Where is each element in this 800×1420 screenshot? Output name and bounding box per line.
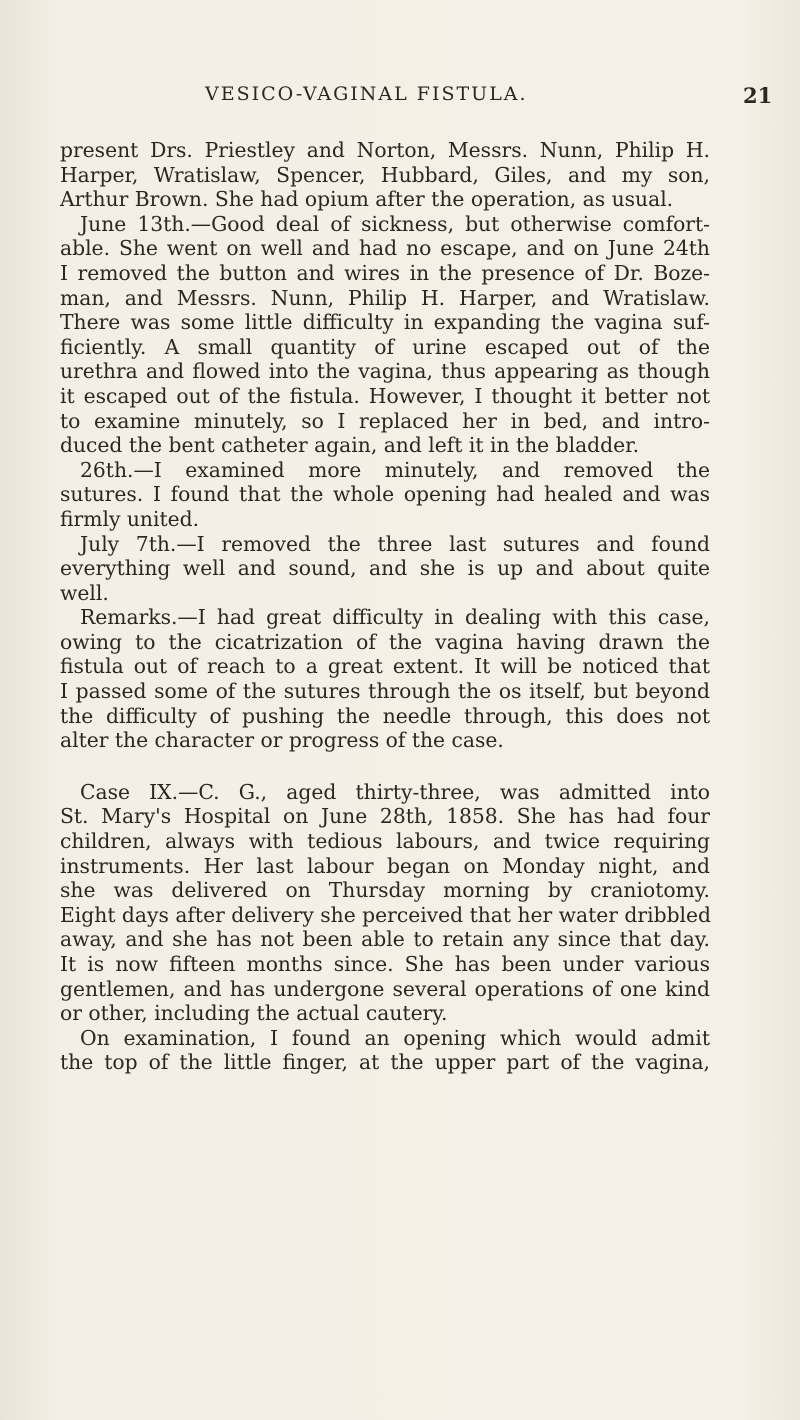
text-line: Eight days after delivery she perceived that her water dribbled bbox=[60, 902, 712, 927]
text-line: away, and she has not been able to retain any since that day. bbox=[60, 927, 710, 952]
text-line: well. bbox=[60, 580, 109, 605]
text-line: I passed some of the sutures through the os itself, but beyond bbox=[60, 679, 710, 704]
paragraph-gap bbox=[60, 753, 710, 780]
text-line: Remarks.—I had great difficulty in dealing with this case, bbox=[80, 605, 710, 630]
body-text bbox=[60, 138, 710, 1075]
text-line: June 13th.—Good deal of sickness, but otherwise comfort- bbox=[80, 211, 710, 236]
text-line: alter the character or progress of the case. bbox=[60, 728, 504, 753]
text-line: she was delivered on Thursday morning by craniotomy. bbox=[60, 878, 710, 903]
page-number: 21 bbox=[743, 83, 773, 108]
text-line: children, always with tedious labours, and twice requiring bbox=[60, 829, 710, 854]
running-title: VESICO-VAGINAL FISTULA. bbox=[205, 83, 528, 105]
text-line: owing to the cicatrization of the vagina having drawn the bbox=[60, 629, 710, 654]
text-line: it escaped out of the fistula. However, I thought it better not bbox=[60, 383, 710, 408]
text-line: duced the bent catheter again, and left it in the bladder. bbox=[60, 433, 640, 458]
text-line: Harper, Wratislaw, Spencer, Hubbard, Giles, and my son, bbox=[60, 162, 710, 187]
text-line: the difficulty of pushing the needle through, this does not bbox=[60, 703, 710, 728]
text-line: It is now fifteen months since. She has been under various bbox=[60, 952, 710, 976]
text-line: Arthur Brown. She had opium after the operation, as usual. bbox=[60, 187, 674, 212]
text-line: sutures. I found that the whole opening had healed and was bbox=[60, 482, 710, 507]
text-line: everything well and sound, and she is up and about quite bbox=[60, 556, 710, 581]
text-line: instruments. Her last labour began on Monday night, and bbox=[60, 853, 710, 878]
text-line: fistula out of reach to a great extent. It will be noticed that bbox=[60, 654, 710, 679]
text-line: or other, including the actual cautery. bbox=[60, 1001, 448, 1026]
text-line: On examination, I found an opening which would admit bbox=[80, 1025, 710, 1050]
text-line: ficiently. A small quantity of urine escaped out of the bbox=[60, 334, 710, 359]
text-line: firmly united. bbox=[60, 506, 200, 531]
text-line: able. She went on well and had no escape, and on June 24th bbox=[60, 236, 710, 261]
text-line: There was some little difficulty in expanding the vagina suf- bbox=[60, 310, 710, 335]
text-line: to examine minutely, so I replaced her in bed, and intro- bbox=[60, 408, 710, 433]
text-line: Case IX.—C. G., aged thirty-three, was admitted into bbox=[80, 779, 710, 804]
text-line: St. Mary's Hospital on June 28th, 1858. She has had four bbox=[60, 804, 710, 829]
text-line: the top of the little finger, at the upper part of the vagina, bbox=[60, 1050, 710, 1075]
text-line: present Drs. Priestley and Norton, Messrs. Nunn, Philip H. bbox=[60, 138, 710, 162]
text-line: man, and Messrs. Nunn, Philip H. Harper, and Wratislaw. bbox=[60, 285, 710, 310]
text-line: urethra and flowed into the vagina, thus appearing as though bbox=[60, 359, 710, 384]
text-line: gentlemen, and has undergone several operations of one kind bbox=[60, 976, 710, 1001]
text-line: I removed the button and wires in the presence of Dr. Boze- bbox=[60, 260, 710, 285]
text-line: July 7th.—I removed the three last sutures and found bbox=[80, 531, 710, 556]
page-header bbox=[0, 83, 800, 113]
text-line: 26th.—I examined more minutely, and removed the bbox=[80, 457, 710, 482]
